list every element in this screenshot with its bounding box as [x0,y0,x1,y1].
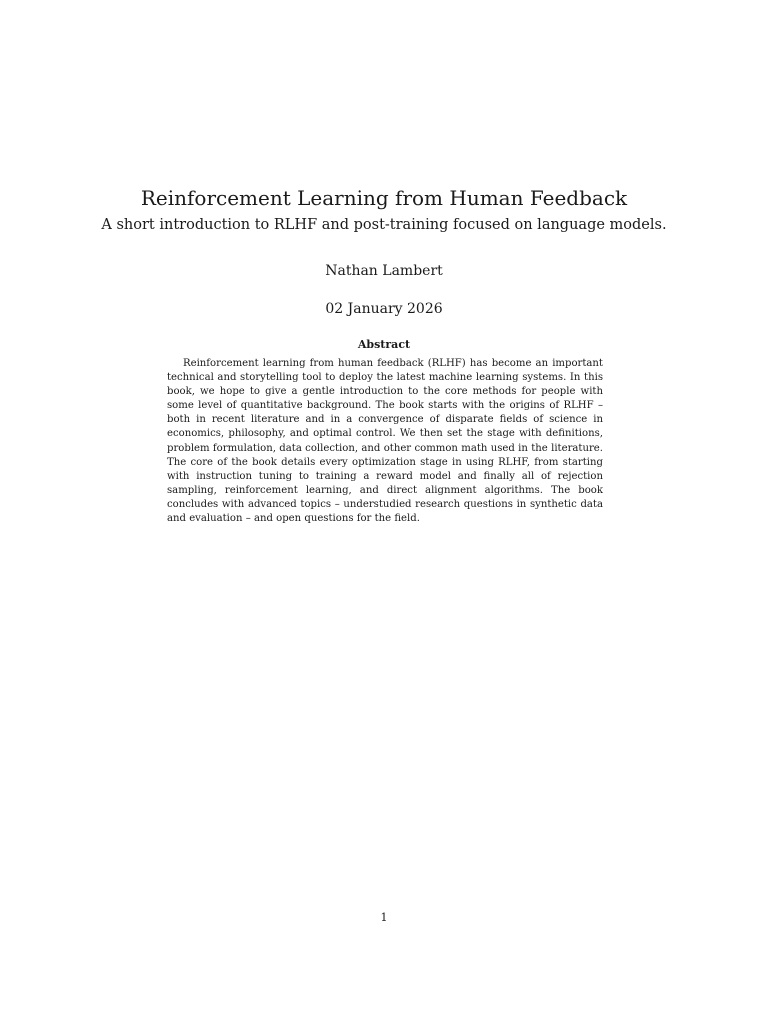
paper-subtitle: A short introduction to RLHF and post-training focused on language models. [101,217,667,233]
abstract-body: Reinforcement learning from human feedback (RLHF) has become an important technical and storytelling tool to deploy the latest machine learning systems. In this book, we hope to give a gentle introduction to the core methods for people with some level of quantitative background. The book starts with the origins of RLHF – both in recent literature and in a convergence of disparate fields of science in economics, philosophy, and optimal control. We then set the stage with definitions, problem formulation, data collection, and other common math used in the literature. The core of the book details every optimization stage in using RLHF, from starting with instruction tuning to training a reward model and finally all of rejection sampling, reinforcement learning, and direct alignment algorithms. The book concludes with advanced topics – understudied research questions in synthetic data and evaluation – and open questions for the field. [167,358,603,525]
abstract-heading: Abstract [357,338,411,351]
page-number: 1 [380,911,388,924]
author-name: Nathan Lambert [325,263,443,279]
publication-date: 02 January 2026 [325,301,443,317]
paper-title: Reinforcement Learning from Human Feedback [140,186,628,210]
